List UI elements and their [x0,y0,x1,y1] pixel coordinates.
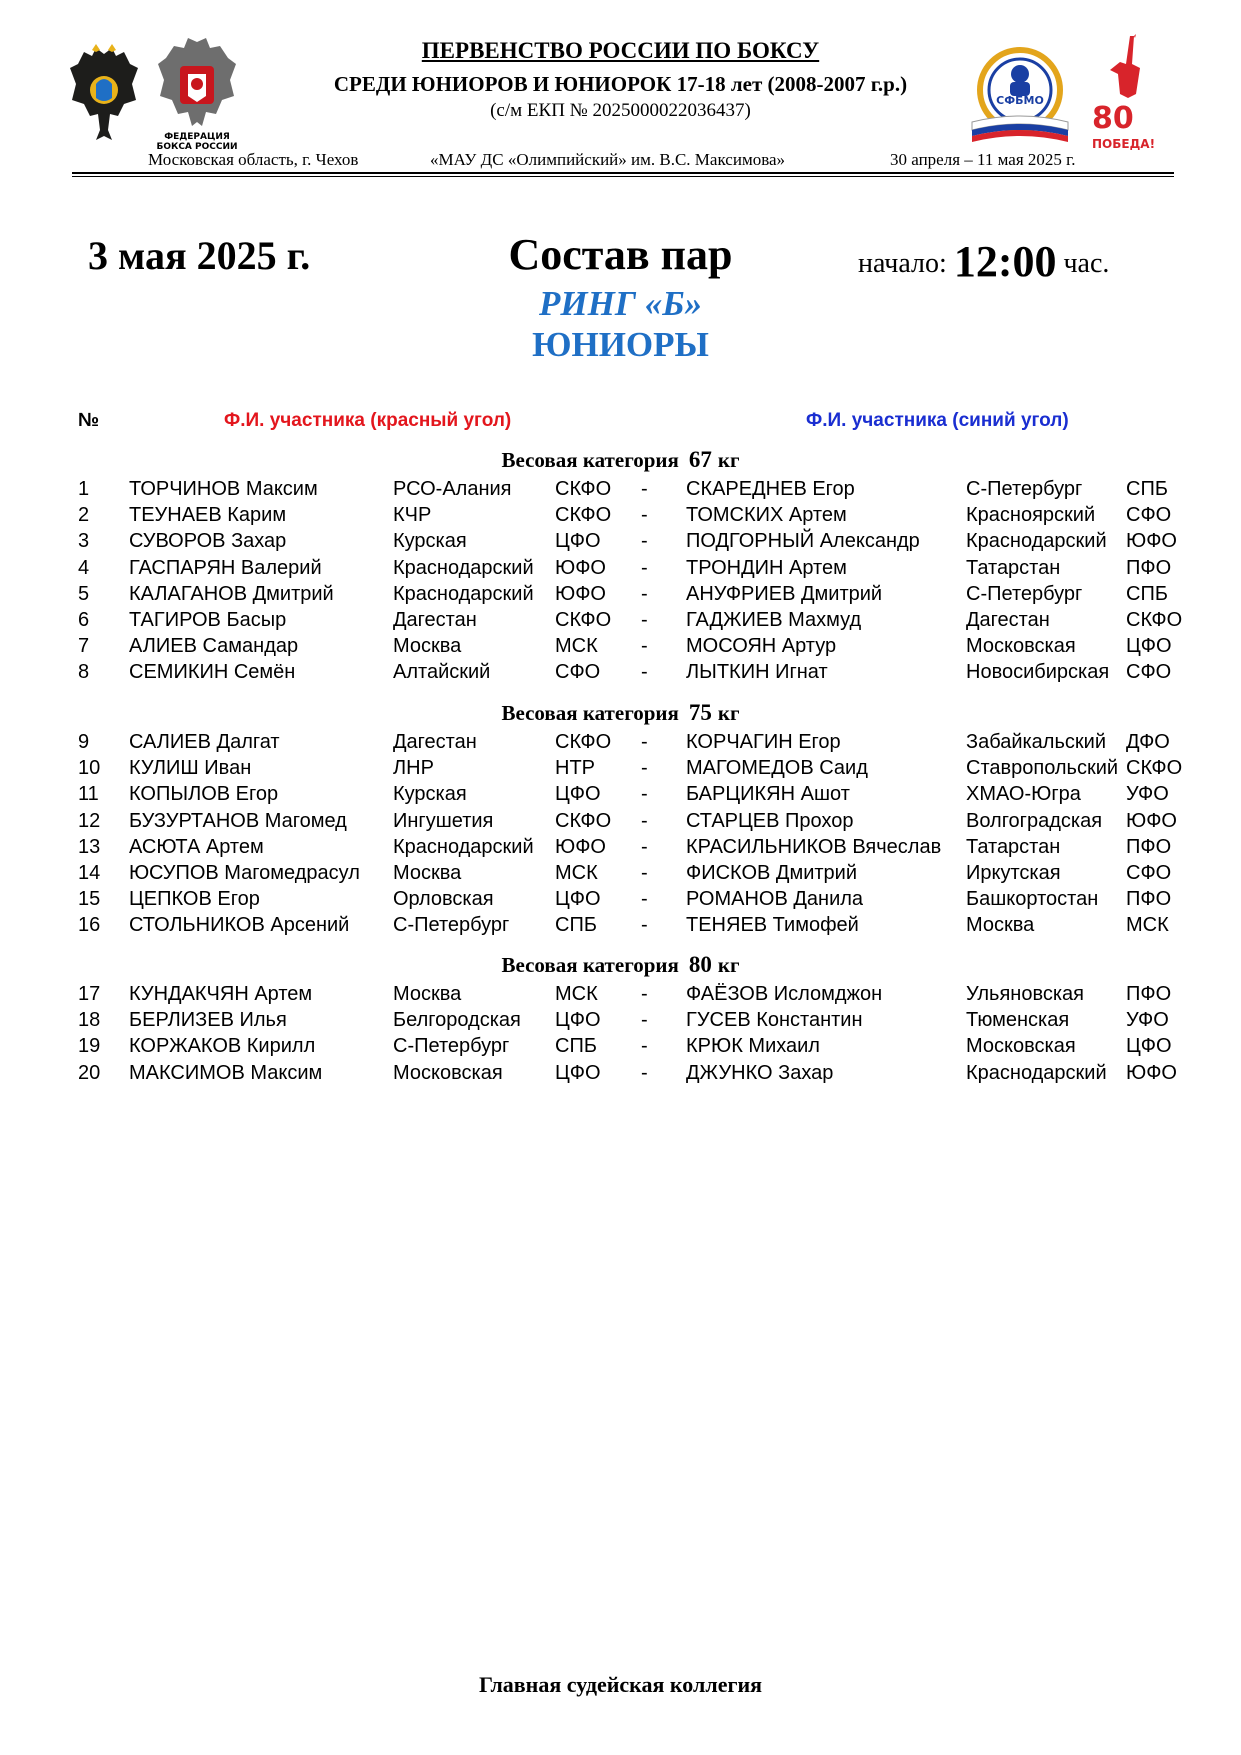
blue-corner-name: ФИСКОВ Дмитрий [686,862,857,884]
blue-corner-district: ПФО [1126,888,1172,910]
blue-corner-name: ПОДГОРНЫЙ Александр [686,530,920,552]
bout-separator: - [641,1009,648,1031]
bout-separator: - [641,836,648,858]
venue-dates: 30 апреля – 11 мая 2025 г. [890,150,1076,169]
red-corner-region: ЛНР [393,757,434,779]
red-corner-region: Дагестан [393,609,477,631]
bout-number: 8 [78,661,90,683]
red-corner-district: СФО [555,661,601,683]
bout-number: 20 [78,1062,101,1084]
red-corner-district: СКФО [555,478,612,500]
red-corner-name: СТОЛЬНИКОВ Арсений [129,914,350,936]
red-corner-region: С-Петербург [393,914,510,936]
blue-corner-district: ЮФО [1126,530,1177,552]
blue-corner-name: ЛЫТКИН Игнат [686,661,828,683]
red-corner-region: Краснодарский [393,836,534,858]
blue-corner-region: Тюменская [966,1009,1070,1031]
column-header-blue-corner: Ф.И. участника (синий угол) [806,410,1069,431]
blue-corner-name: АНУФРИЕВ Дмитрий [686,583,883,605]
bout-number: 2 [78,504,90,526]
blue-corner-region: Татарстан [966,836,1061,858]
header-divider [72,172,1174,177]
weight-category-heading [0,700,1241,726]
bout-separator: - [641,731,648,753]
bout-separator: - [641,914,648,936]
red-corner-name: КОПЫЛОВ Егор [129,783,279,805]
bout-separator: - [641,1062,648,1084]
red-corner-region: Московская [393,1062,503,1084]
bout-number: 18 [78,1009,101,1031]
bout-number: 19 [78,1035,101,1057]
red-corner-name: СУВОРОВ Захар [129,530,287,552]
bout-row [0,731,1241,757]
weight-category-unit: кг [717,448,740,472]
bout-separator: - [641,557,648,579]
blue-corner-region: Иркутская [966,862,1061,884]
bout-number: 3 [78,530,90,552]
blue-corner-region: Ульяновская [966,983,1084,1005]
red-corner-name: АЛИЕВ Самандар [129,635,299,657]
bout-row [0,783,1241,809]
blue-corner-district: СФО [1126,661,1172,683]
blue-corner-district: ЮФО [1126,810,1177,832]
bout-number: 10 [78,757,101,779]
blue-corner-name: ФАЁЗОВ Исломджон [686,983,883,1005]
document-title: Состав пар [508,230,733,279]
bout-row [0,1009,1241,1035]
column-header-number: № [78,410,100,431]
bout-row [0,609,1241,635]
blue-corner-district: СКФО [1126,609,1183,631]
red-corner-name: ТАГИРОВ Басыр [129,609,287,631]
red-corner-name: БЕРЛИЗЕВ Илья [129,1009,287,1031]
red-corner-name: КУНДАКЧЯН Артем [129,983,313,1005]
red-corner-region: Дагестан [393,731,477,753]
red-corner-name: МАКСИМОВ Максим [129,1062,323,1084]
bout-number: 9 [78,731,90,753]
blue-corner-district: ПФО [1126,983,1172,1005]
bout-row [0,504,1241,530]
bout-row [0,862,1241,888]
red-corner-region: Краснодарский [393,557,534,579]
bout-number: 15 [78,888,101,910]
blue-corner-region: Краснодарский [966,530,1107,552]
weight-category-label: Весовая категория [501,953,679,977]
red-corner-district: СПБ [555,1035,597,1057]
red-corner-region: Белгородская [393,1009,521,1031]
red-corner-region: Орловская [393,888,494,910]
bout-separator: - [641,504,648,526]
blue-corner-region: Красноярский [966,504,1096,526]
venue-hall: «МАУ ДС «Олимпийский» им. В.С. Максимова» [430,150,786,169]
bout-row [0,914,1241,940]
red-corner-region: КЧР [393,504,432,526]
blue-corner-district: УФО [1126,783,1169,805]
blue-corner-region: Москва [966,914,1035,936]
blue-corner-region: Московская [966,1035,1076,1057]
bout-separator: - [641,783,648,805]
bout-number: 13 [78,836,101,858]
red-corner-name: КОРЖАКОВ Кирилл [129,1035,316,1057]
blue-corner-region: Ставропольский [966,757,1119,779]
bout-row [0,1035,1241,1061]
red-corner-district: СКФО [555,810,612,832]
blue-corner-name: РОМАНОВ Данила [686,888,864,910]
bout-number: 17 [78,983,101,1005]
bout-separator: - [641,1035,648,1057]
blue-corner-district: ЦФО [1126,635,1172,657]
red-corner-district: ЮФО [555,557,606,579]
blue-corner-district: СФО [1126,504,1172,526]
bout-row [0,530,1241,556]
weight-category-heading [0,952,1241,978]
ekp-number: (с/м ЕКП № 2025000022036437) [490,100,751,121]
bout-number: 16 [78,914,101,936]
bout-separator: - [641,478,648,500]
bout-row [0,810,1241,836]
red-corner-name: ТОРЧИНОВ Максим [129,478,318,500]
blue-corner-district: УФО [1126,1009,1169,1031]
blue-corner-district: СКФО [1126,757,1183,779]
bout-number: 6 [78,609,90,631]
bout-row [0,478,1241,504]
blue-corner-name: КОРЧАГИН Егор [686,731,841,753]
red-corner-name: СЕМИКИН Семён [129,661,296,683]
bout-separator: - [641,810,648,832]
red-corner-district: СКФО [555,609,612,631]
red-corner-name: ТЕУНАЕВ Карим [129,504,287,526]
chief-judging-panel: Главная судейская коллегия [478,1672,763,1697]
blue-corner-district: СФО [1126,862,1172,884]
blue-corner-name: ТОМСКИХ Артем [686,504,847,526]
blue-corner-district: СПБ [1126,583,1168,605]
blue-corner-name: КРАСИЛЬНИКОВ Вячеслав [686,836,942,858]
bout-row [0,583,1241,609]
blue-corner-district: СПБ [1126,478,1168,500]
blue-corner-region: Дагестан [966,609,1050,631]
red-corner-region: Москва [393,862,462,884]
start-time [858,232,1110,286]
red-corner-district: ЦФО [555,530,601,552]
bout-row [0,836,1241,862]
red-corner-district: СКФО [555,504,612,526]
blue-corner-district: ДФО [1126,731,1170,753]
blue-corner-region: ХМАО-Югра [966,783,1081,805]
red-corner-region: Ингушетия [393,810,494,832]
red-corner-name: КУЛИШ Иван [129,757,252,779]
blue-corner-name: ГУСЕВ Константин [686,1009,863,1031]
blue-corner-region: Забайкальский [966,731,1106,753]
bout-separator: - [641,530,648,552]
red-corner-district: ЦФО [555,1062,601,1084]
blue-corner-name: СТАРЦЕВ Прохор [686,810,854,832]
sfbmo-logo-text: СФБМО [996,94,1044,107]
red-corner-district: СПБ [555,914,597,936]
red-corner-district: МСК [555,635,598,657]
red-corner-name: ЦЕПКОВ Егор [129,888,260,910]
bout-number: 7 [78,635,90,657]
red-corner-district: МСК [555,983,598,1005]
victory-80-logo [1090,34,1160,154]
red-corner-name: КАЛАГАНОВ Дмитрий [129,583,334,605]
red-corner-district: ЮФО [555,583,606,605]
blue-corner-district: ЮФО [1126,1062,1177,1084]
bout-number: 14 [78,862,101,884]
championship-title: ПЕРВЕНСТВО РОССИИ ПО БОКСУ [421,38,820,63]
weight-category-label: Весовая категория [501,701,679,725]
blue-corner-district: ПФО [1126,557,1172,579]
start-time-value: 12:00 [953,237,1057,286]
red-corner-region: Курская [393,530,467,552]
bout-row [0,635,1241,661]
weight-category-value: 80 [688,952,712,977]
bout-separator: - [641,583,648,605]
bout-row [0,557,1241,583]
red-corner-district: НТР [555,757,595,779]
start-unit: час. [1063,248,1110,279]
blue-corner-name: МАГОМЕДОВ Саид [686,757,868,779]
blue-corner-district: ЦФО [1126,1035,1172,1057]
competition-date: 3 мая 2025 г. [88,233,311,278]
weight-category-heading [0,447,1241,473]
bout-row [0,983,1241,1009]
weight-category-value: 67 [688,447,712,472]
red-corner-name: САЛИЕВ Далгат [129,731,280,753]
weight-category-unit: кг [717,701,740,725]
red-corner-region: С-Петербург [393,1035,510,1057]
bout-separator: - [641,661,648,683]
column-header-red-corner: Ф.И. участника (красный угол) [224,410,512,431]
blue-corner-name: МОСОЯН Артур [686,635,837,657]
blue-corner-name: СКАРЕДНЕВ Егор [686,478,855,500]
red-corner-district: ЦФО [555,783,601,805]
red-corner-region: Москва [393,635,462,657]
weight-category-label: Весовая категория [501,448,679,472]
red-corner-district: МСК [555,862,598,884]
victory-word: ПОБЕДА! [1092,137,1156,151]
weight-category-value: 75 [688,700,712,725]
blue-corner-name: ДЖУНКО Захар [686,1062,834,1084]
document-header [0,0,1241,180]
red-corner-district: ЮФО [555,836,606,858]
bout-number: 5 [78,583,90,605]
bout-row [0,1062,1241,1088]
bout-separator: - [641,609,648,631]
blue-corner-region: Московская [966,635,1076,657]
venue-region: Московская область, г. Чехов [148,150,359,169]
bout-number: 12 [78,810,101,832]
red-corner-region: РСО-Алания [393,478,512,500]
red-corner-district: ЦФО [555,1009,601,1031]
red-corner-name: БУЗУРТАНОВ Магомед [129,810,347,832]
age-group-label: ЮНИОРЫ [532,325,709,364]
championship-subtitle: СРЕДИ ЮНИОРОВ И ЮНИОРОК 17-18 лет (2008-2007 г.р.) [333,72,908,96]
blue-corner-region: Башкортостан [966,888,1099,910]
red-corner-name: ЮСУПОВ Магомедрасул [129,862,360,884]
blue-corner-region: Волгоградская [966,810,1103,832]
red-corner-region: Краснодарский [393,583,534,605]
bout-separator: - [641,862,648,884]
blue-corner-district: МСК [1126,914,1169,936]
blue-corner-region: Новосибирская [966,661,1110,683]
blue-corner-region: Татарстан [966,557,1061,579]
bout-separator: - [641,983,648,1005]
bout-number: 1 [78,478,90,500]
weight-category-unit: кг [717,953,740,977]
red-corner-region: Курская [393,783,467,805]
blue-corner-name: КРЮК Михаил [686,1035,820,1057]
red-corner-district: СКФО [555,731,612,753]
red-corner-region: Москва [393,983,462,1005]
blue-corner-district: ПФО [1126,836,1172,858]
bout-number: 11 [78,783,99,805]
red-corner-district: ЦФО [555,888,601,910]
bout-separator: - [641,888,648,910]
bout-separator: - [641,757,648,779]
blue-corner-name: ТРОНДИН Артем [686,557,847,579]
bout-row [0,888,1241,914]
ring-label: РИНГ «Б» [539,284,702,323]
federation-logo-text: ФЕДЕРАЦИЯ БОКСА РОССИИ [156,132,238,152]
bout-row [0,757,1241,783]
bout-separator: - [641,635,648,657]
red-corner-name: АСЮТА Артем [129,836,264,858]
blue-corner-name: ГАДЖИЕВ Махмуд [686,609,862,631]
blue-corner-region: С-Петербург [966,583,1083,605]
bout-number: 4 [78,557,90,579]
blue-corner-name: БАРЦИКЯН Ашот [686,783,850,805]
blue-corner-region: Краснодарский [966,1062,1107,1084]
blue-corner-region: С-Петербург [966,478,1083,500]
sfbmo-logo [966,44,1074,144]
blue-corner-name: ТЕНЯЕВ Тимофей [686,914,859,936]
red-corner-region: Алтайский [393,661,491,683]
red-corner-name: ГАСПАРЯН Валерий [129,557,322,579]
start-label: начало: [858,248,947,279]
victory-number: 80 [1092,101,1134,136]
bout-row [0,661,1241,687]
